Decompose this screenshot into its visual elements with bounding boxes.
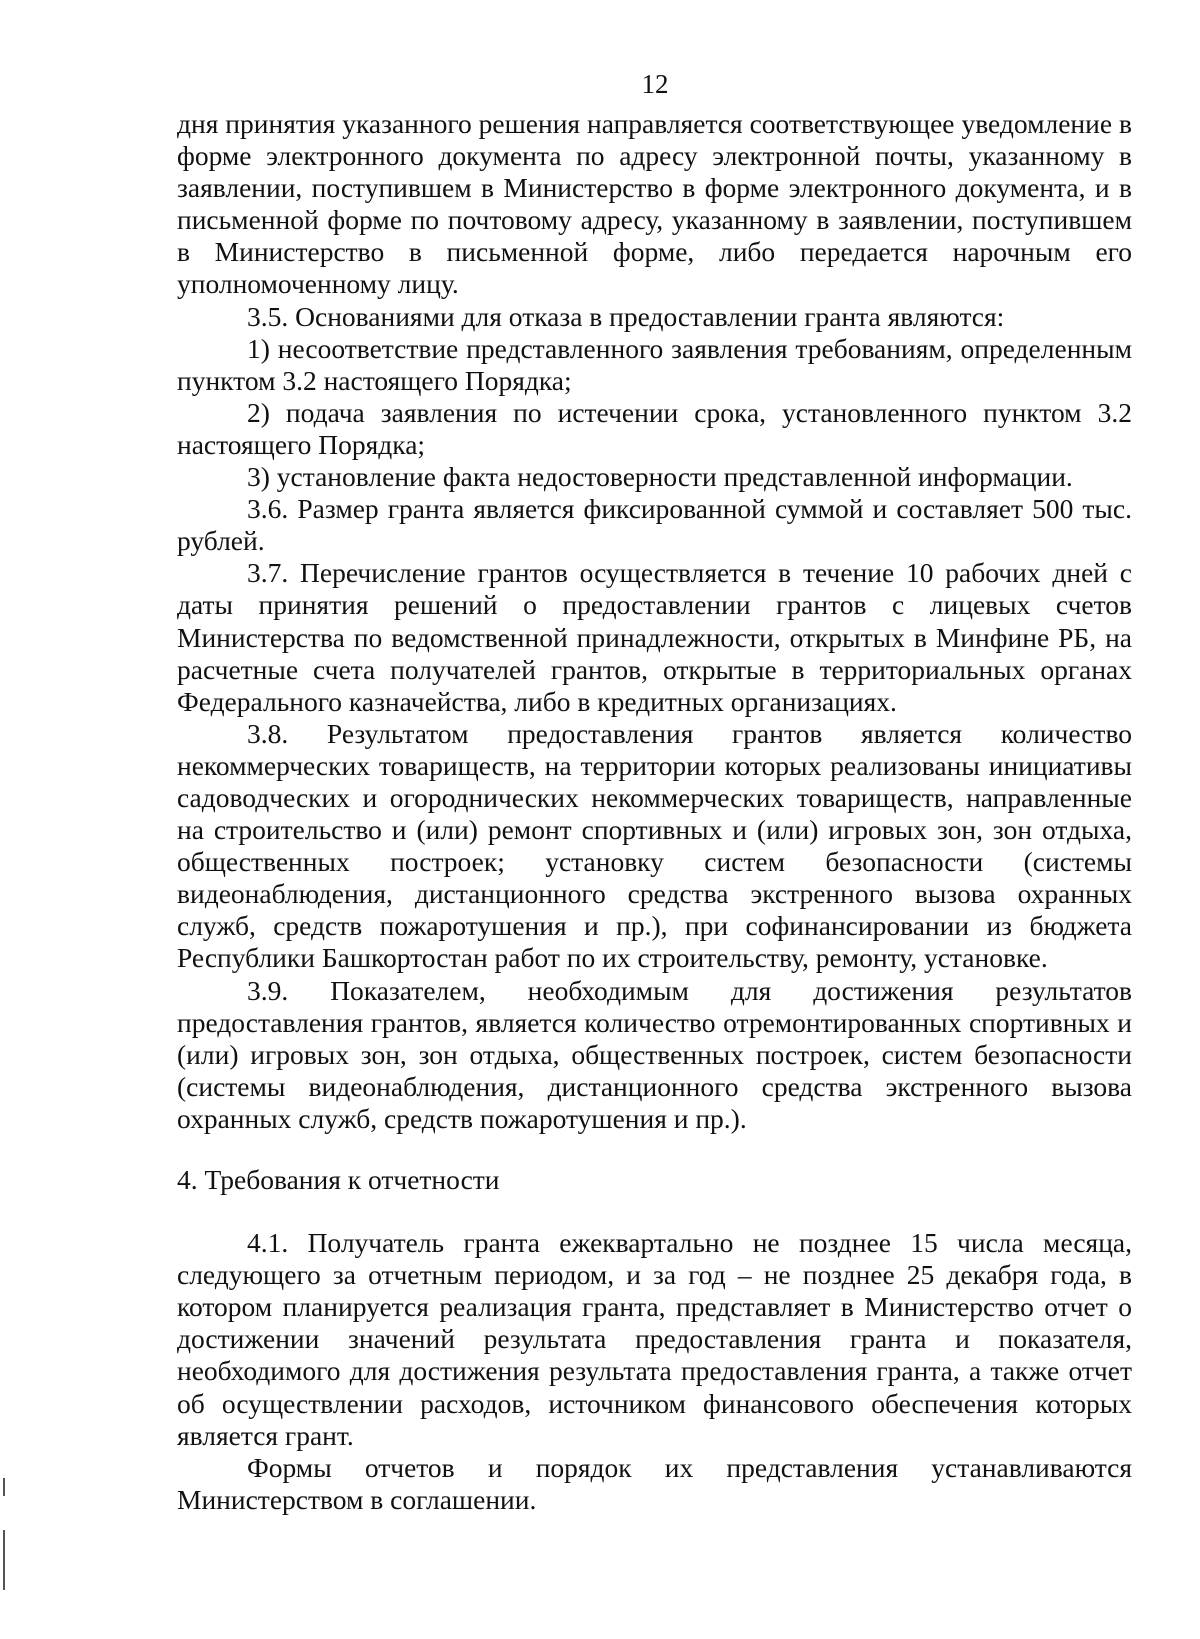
paragraph-4-2: Формы отчетов и порядок их представления устанавливаются Министерством в соглашении. xyxy=(177,1451,1132,1515)
paragraph-3-9: 3.9. Показателем, необходимым для достижения результатов предоставления грантов, является количество отремонтированных спортивных и (или) игровых зон, зон отдыха, общественных построек, систем безопасности (системы видеонаблюдения, дистанционного средства экстренного вызова охранных служб, средств пожаротушения и пр.). xyxy=(177,974,1132,1134)
paragraph-3-6: 3.6. Размер гранта является фиксированной суммой и составляет 500 тыс. рублей. xyxy=(177,493,1132,557)
list-item-3-5-3: 3) установление факта недостоверности представленной информации. xyxy=(247,461,1073,493)
list-item-3-5-2: 2) подача заявления по истечении срока, установленного пунктом 3.2 настоящего Порядка; xyxy=(177,396,1132,460)
paragraph-4-1: 4.1. Получатель гранта ежеквартально не позднее 15 числа месяца, следующего за отчетным периодом, и за год – не позднее 25 декабря года, в котором планируется реализация гранта, представляет в Министерство отчет о достижении значений результата предоставления гранта и показателя, необходимого для достижения результата предоставления гранта, а также отчет об осуществлении расходов, источником финансового обеспечения которых является грант. xyxy=(177,1227,1132,1451)
paragraph-3-7: 3.7. Перечисление грантов осуществляется в течение 10 рабочих дней с даты принятия решений о предоставлении грантов с лицевых счетов Министерства по ведомственной принадлежности, открытых в Минфине РБ, на расчетные счета получателей грантов, открытые в территориальных органах Федерального казначейства, либо в кредитных организациях. xyxy=(177,557,1132,717)
list-item-3-5-1: 1) несоответствие представленного заявления требованиям, определенным пунктом 3.2 настоящего Порядка; xyxy=(177,332,1132,396)
page-number: 12 xyxy=(641,69,669,99)
paragraph-continuation: дня принятия указанного решения направляется соответствующее уведомление в форме электронного документа по адресу электронной почты, указанному в заявлении, поступившем в Министерство в форме электронного документа, и в письменной форме по почтовому адресу, указанному в заявлении, поступившем в Министерство в письменной форме, либо передается нарочным его уполномоченному лицу. xyxy=(177,108,1132,300)
paragraph-3-5: 3.5. Основаниями для отказа в предоставлении гранта являются: xyxy=(247,300,1005,332)
paragraph-3-8: 3.8. Результатом предоставления грантов является количество некоммерческих товариществ, на территории которых реализованы инициативы садоводческих и огороднических некоммерческих товариществ, направленные на строительство и (или) ремонт спортивных и (или) игровых зон, зон отдыха, общественных построек; установку систем безопасности (системы видеонаблюдения, дистанционного средства экстренного вызова охранных служб, средств пожаротушения и пр.), при софинансировании из бюджета Республики Башкортостан работ по их строительству, ремонту, установке. xyxy=(177,717,1132,974)
scan-edge-mark xyxy=(3,1478,5,1496)
document-body xyxy=(177,108,1132,1516)
scan-edge-mark xyxy=(3,1530,5,1590)
section-heading-4: 4. Требования к отчетности xyxy=(177,1164,500,1195)
